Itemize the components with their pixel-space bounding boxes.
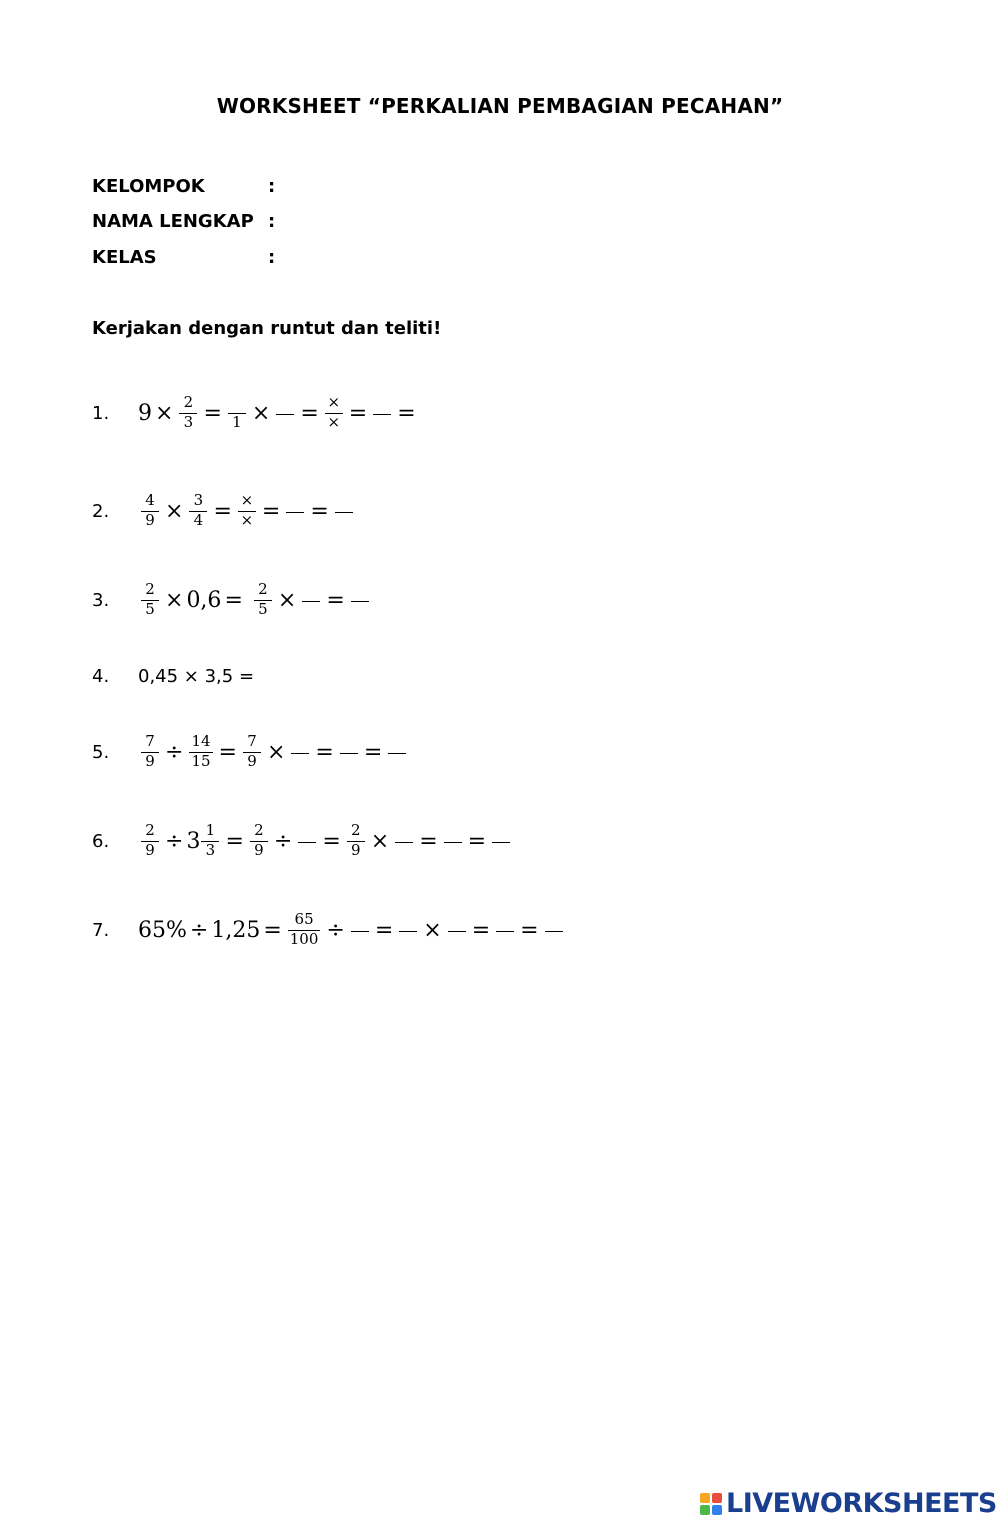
numerator-product: ×: [327, 392, 341, 411]
fraction: [179, 394, 197, 433]
divide-sign: ÷: [326, 917, 345, 943]
fraction: [254, 581, 272, 620]
fraction-blank[interactable]: [492, 842, 510, 843]
equals-sign: =: [363, 739, 383, 765]
denominator: 9: [145, 510, 155, 529]
question-2-expression: [138, 492, 356, 531]
logo-square: [712, 1493, 722, 1503]
equals-sign: =: [203, 400, 222, 426]
question-number: 6.: [92, 830, 110, 852]
numerator: 2: [254, 820, 264, 839]
equals-sign: =: [218, 739, 237, 765]
question-3: [92, 570, 372, 630]
equals-sign: =: [263, 917, 282, 943]
product-fraction[interactable]: [238, 492, 256, 531]
fraction-blank[interactable]: [298, 842, 316, 843]
divide-sign: ÷: [189, 917, 209, 943]
equals-sign: =: [374, 917, 394, 943]
decimal-number: 1,25: [211, 917, 261, 943]
times-sign: ×: [155, 400, 174, 426]
question-3-expression: [138, 581, 372, 620]
times-sign: ×: [423, 917, 442, 943]
numerator: 3: [193, 490, 204, 509]
question-1: [92, 383, 419, 443]
divide-sign: ÷: [165, 828, 184, 854]
worksheet-title: WORKSHEET “PERKALIAN PEMBAGIAN PECAHAN”: [216, 94, 784, 118]
equals-sign: =: [419, 828, 438, 854]
numerator: 2: [145, 820, 155, 839]
logo-text: LIVEWORKSHEETS: [726, 1488, 997, 1519]
question-number: 2.: [92, 500, 110, 522]
question-4: [92, 646, 254, 706]
equals-sign: =: [315, 739, 334, 765]
fraction-answer[interactable]: [228, 394, 246, 433]
fraction-blank[interactable]: [395, 842, 413, 843]
fraction-blank[interactable]: [399, 931, 417, 932]
fraction-blank[interactable]: [448, 931, 466, 932]
denominator: 9: [247, 751, 257, 770]
liveworksheets-logo: [700, 1488, 997, 1519]
denominator: 3: [205, 840, 216, 859]
fraction: [189, 733, 212, 772]
times-sign: ×: [370, 828, 390, 854]
field-label: NAMA LENGKAP: [92, 211, 254, 232]
fraction-blank[interactable]: [444, 842, 462, 843]
fraction-blank[interactable]: [291, 753, 309, 754]
field-kelas: [92, 247, 275, 268]
question-7: [92, 900, 566, 960]
field-nama-lengkap: [92, 211, 275, 232]
equals-sign: =: [225, 828, 244, 854]
numerator: 2: [145, 579, 155, 598]
mixed-fraction: [201, 822, 219, 861]
fraction-blank[interactable]: [340, 753, 358, 754]
question-1-expression: [138, 394, 419, 433]
field-colon: :: [268, 176, 276, 197]
fraction-blank[interactable]: [351, 601, 369, 602]
times-sign: ×: [266, 739, 286, 765]
times-sign: ×: [277, 587, 297, 613]
denominator: 9: [145, 840, 155, 859]
fraction: [189, 492, 207, 531]
numerator-blank[interactable]: [228, 394, 246, 413]
logo-square: [700, 1505, 710, 1515]
instruction-text: Kerjakan dengan runtut dan teliti!: [92, 318, 442, 339]
numerator: 7: [145, 731, 155, 750]
fraction: [250, 822, 268, 861]
equals-sign: =: [471, 917, 491, 943]
question-5: [92, 722, 409, 782]
denominator: 15: [191, 751, 211, 770]
percent-value: 65%: [138, 917, 187, 943]
question-5-expression: [138, 733, 409, 772]
fraction: [288, 911, 321, 950]
denominator: 9: [350, 840, 361, 859]
field-label: KELOMPOK: [92, 176, 205, 197]
equals-sign: =: [520, 917, 539, 943]
field-kelompok: [92, 176, 275, 197]
equals-sign: =: [322, 828, 341, 854]
numerator: 2: [258, 579, 268, 598]
denominator: 9: [254, 840, 264, 859]
denominator: 5: [258, 599, 268, 618]
whole-number: 9: [138, 400, 152, 426]
fraction: [141, 733, 159, 772]
field-label: KELAS: [92, 247, 157, 268]
numerator: 4: [145, 490, 155, 509]
divide-sign: ÷: [273, 828, 293, 854]
equals-sign: =: [348, 400, 368, 426]
times-sign: ×: [165, 587, 184, 613]
denominator: 1: [232, 412, 242, 431]
fraction: [347, 822, 365, 861]
field-colon: :: [268, 211, 276, 232]
question-number: 5.: [92, 741, 110, 763]
denominator: 100: [289, 929, 319, 948]
question-number: 3.: [92, 589, 110, 611]
denominator-product: ×: [240, 510, 254, 529]
question-number: 1.: [92, 402, 110, 424]
equals-sign: =: [467, 828, 487, 854]
equals-sign: =: [224, 587, 243, 613]
denominator: 3: [183, 412, 194, 431]
divide-sign: ÷: [165, 739, 184, 765]
equals-sign: =: [397, 400, 416, 426]
product-fraction[interactable]: [325, 394, 343, 433]
fraction: [141, 492, 159, 531]
numerator: 1: [205, 820, 216, 839]
fraction-blank[interactable]: [545, 931, 563, 932]
logo-square: [700, 1493, 710, 1503]
question-6: [92, 811, 513, 871]
question-7-expression: [138, 911, 566, 950]
numerator: 65: [294, 909, 314, 928]
numerator-product: ×: [240, 490, 254, 509]
fraction-blank[interactable]: [286, 512, 304, 513]
equals-sign: =: [300, 400, 319, 426]
denominator: 5: [145, 599, 155, 618]
question-number: 4.: [92, 665, 110, 687]
equals-sign: =: [213, 498, 232, 524]
denominator: 4: [193, 510, 204, 529]
numerator: 2: [183, 392, 194, 411]
fraction-blank[interactable]: [496, 931, 514, 932]
numerator: 14: [191, 731, 211, 750]
mixed-whole: 3: [186, 828, 201, 854]
fraction-blank[interactable]: [351, 931, 369, 932]
question-2: [92, 481, 356, 541]
numerator: 2: [350, 820, 361, 839]
fraction-blank[interactable]: [335, 512, 353, 513]
fraction-blank[interactable]: [373, 414, 391, 415]
equals-sign: =: [261, 498, 281, 524]
fraction: [243, 733, 261, 772]
field-colon: :: [268, 247, 276, 268]
denominator-product: ×: [327, 412, 341, 431]
fraction: [141, 822, 159, 861]
question-number: 7.: [92, 919, 110, 941]
question-6-expression: [138, 822, 513, 861]
fraction: [141, 581, 159, 620]
fraction-blank[interactable]: [302, 601, 320, 602]
logo-mark-icon: [700, 1493, 722, 1515]
equals-sign: =: [310, 498, 329, 524]
numerator: 7: [247, 731, 257, 750]
equals-sign: =: [326, 587, 345, 613]
fraction-blank[interactable]: [388, 753, 406, 754]
question-4-expression: [138, 666, 254, 687]
times-sign: ×: [165, 498, 184, 524]
question-4-text: 0,45 × 3,5 =: [138, 665, 255, 687]
decimal-number: 0,6: [186, 587, 222, 613]
times-sign: ×: [251, 400, 271, 426]
fraction-blank[interactable]: [276, 414, 294, 415]
denominator: 9: [145, 751, 155, 770]
logo-square: [712, 1505, 722, 1515]
